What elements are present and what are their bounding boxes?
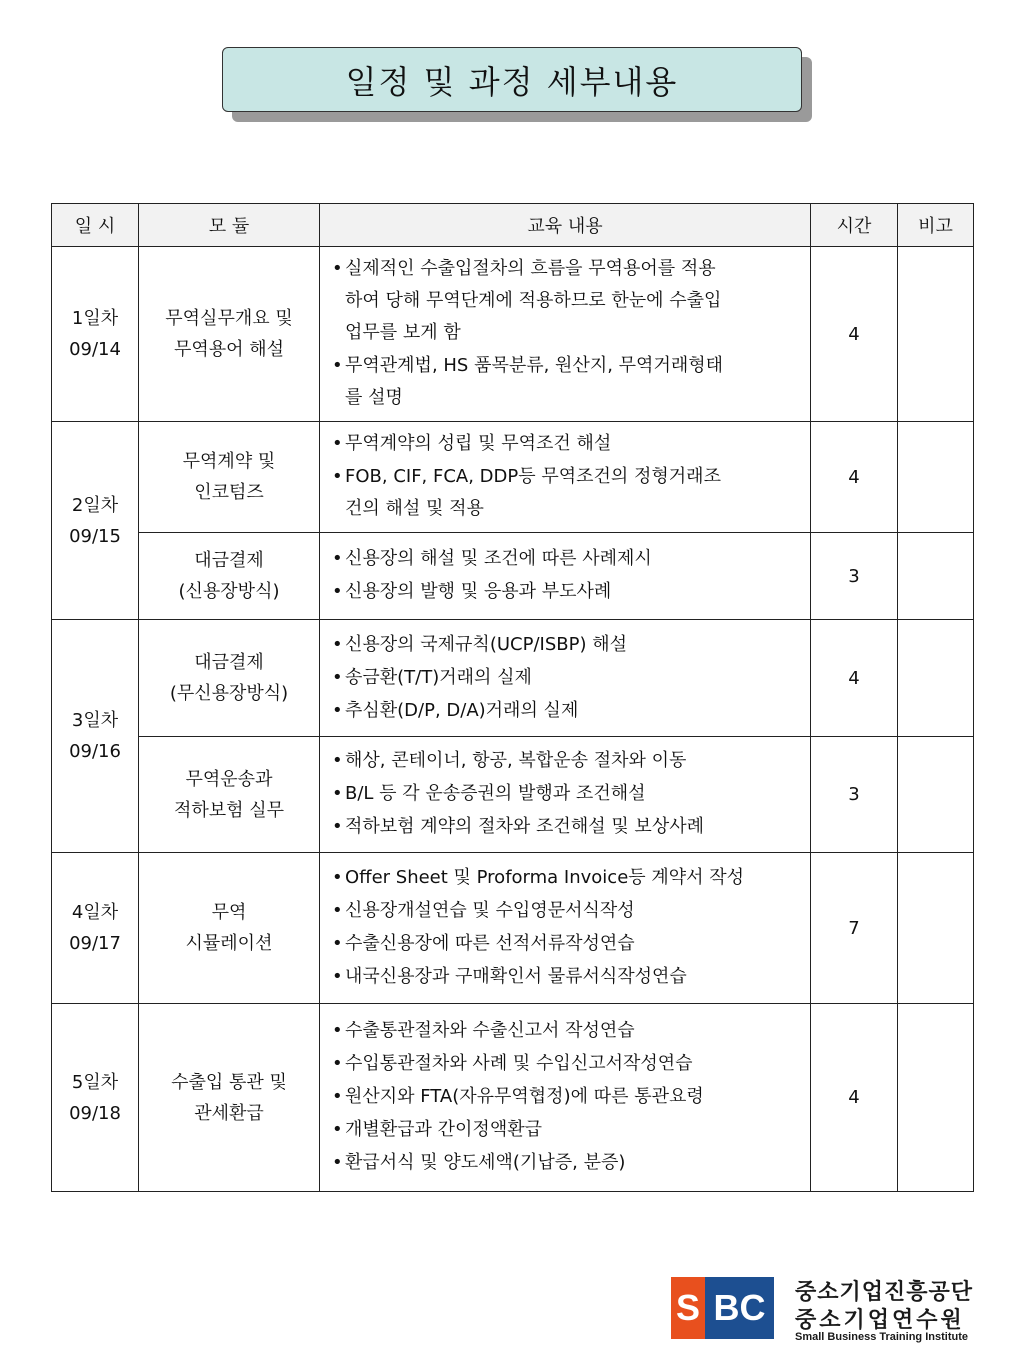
note-cell [898,247,974,422]
module-cell [139,737,320,853]
module-cell [139,620,320,737]
content-cell [320,620,811,737]
hours-cell: 3 [811,737,898,853]
header-module: 모 듈 [139,204,320,247]
content-list [330,543,800,608]
content-item [330,811,800,843]
content-line: 하여 당해 무역단계에 적용하므로 한눈에 수출입 [345,290,722,311]
content-item [330,662,800,694]
content-list [330,253,800,414]
note-cell [898,620,974,737]
module-name-line: 시뮬레이션 [185,933,273,954]
content-line: • 원산지와 FTA(자유무역협정)에 따른 통관요령 [345,1086,704,1107]
content-line: • 수출신용장에 따른 선적서류작성연습 [345,933,635,954]
content-cell [320,853,811,1004]
table-row [52,533,974,620]
date-label: 09/17 [69,933,121,954]
content-item [330,461,800,525]
date-label: 09/14 [69,339,121,360]
date-label: 09/15 [69,525,121,547]
module-cell [139,1004,320,1192]
content-cell [320,737,811,853]
content-item [330,428,800,460]
content-line: 를 설명 [345,387,403,408]
table-row [52,247,974,422]
hours-cell: 4 [811,247,898,422]
content-line: • Offer Sheet 및 Proforma Invoice등 계약서 작성 [345,867,745,888]
content-item [330,961,800,993]
table-header-row [52,204,974,247]
content-line: • 송금환(T/T)거래의 실제 [345,666,532,688]
content-line: • 추심환(D/P, D/A)거래의 실제 [345,699,579,721]
content-line: 업무를 보게 함 [345,322,461,343]
note-cell [898,853,974,1004]
content-item [330,1048,800,1080]
content-item [330,576,800,608]
module-name-line: 관세환급 [194,1102,264,1124]
content-line: • 무역관계법, HS 품목분류, 원산지, 무역거래형태 [345,355,723,376]
module-cell [139,853,320,1004]
content-line: • 환급서식 및 양도세액(기납증, 분증) [345,1152,626,1173]
day-label: 2일차 [71,494,119,516]
content-line: • 수입통관절차와 사례 및 수입신고서작성연습 [345,1053,693,1074]
content-line: • 신용장의 발행 및 응용과 부도사례 [345,581,612,602]
table-row [52,737,974,853]
hours-cell: 4 [811,620,898,737]
content-list [330,1015,800,1179]
logo-org-name: 중소기업진흥공단 [795,1280,974,1305]
content-line: • 실제적인 수출입절차의 흐름을 무역용어를 적용 [345,258,716,279]
day-label: 3일차 [71,710,119,731]
header-content: 교육 내용 [320,204,811,247]
content-item [330,745,800,777]
module-name-line: 무역운송과 [185,768,273,790]
content-line: • 신용장개설연습 및 수입영문서식작성 [345,900,635,921]
module-name-line: 대금결제 [194,652,264,673]
content-cell [320,1004,811,1192]
date-label: 09/16 [69,741,121,762]
day-label: 5일차 [71,1071,119,1093]
module-name-line: 무역용어 해설 [173,339,285,360]
table-row [52,422,974,533]
content-line: • 신용장의 국제규칙(UCP/ISBP) 해설 [345,633,627,655]
content-list [330,629,800,727]
header-hours: 시간 [811,204,898,247]
module-name-line: 무역 [211,902,247,923]
content-line: • 해상, 콘테이너, 항공, 복합운송 절차와 이동 [345,750,687,771]
day-cell [52,853,139,1004]
hours-cell: 4 [811,1004,898,1192]
content-line: • B/L 등 각 운송증권의 발행과 조건해설 [345,783,646,804]
content-cell [320,533,811,620]
content-item [330,1015,800,1047]
logo-institute-name: 중소기업연수원 [795,1308,965,1333]
content-line: • 개별환급과 간이정액환급 [345,1119,542,1140]
content-item [330,1147,800,1179]
module-name-line: 적하보험 실무 [173,799,285,821]
day-cell [52,422,139,620]
page-title: 일정 및 과정 세부내용 [222,47,802,112]
logo-mark-bc: BC [705,1277,774,1339]
content-line: 건의 해설 및 적용 [345,498,484,519]
content-line: • 적하보험 계약의 절차와 조건해설 및 보상사례 [345,816,704,837]
content-line: • 내국신용장과 구매확인서 물류서식작성연습 [345,966,687,987]
table-row [52,1004,974,1192]
content-item [330,895,800,927]
module-name-line: (신용장방식) [178,581,280,602]
content-item [330,1114,800,1146]
note-cell [898,1004,974,1192]
content-list [330,745,800,843]
hours-cell: 4 [811,422,898,533]
content-line: • FOB, CIF, FCA, DDP등 무역조건의 정형거래조 [345,466,721,487]
sbc-logo-mark [671,1277,774,1339]
day-cell [52,1004,139,1192]
note-cell [898,533,974,620]
content-item [330,862,800,894]
table-row [52,853,974,1004]
content-item [330,629,800,661]
header-date: 일 시 [52,204,139,247]
logo-english-name: Small Business Training Institute [795,1331,968,1343]
content-line: • 수출통관절차와 수출신고서 작성연습 [345,1020,635,1041]
module-cell [139,247,320,422]
content-item [330,253,800,349]
hours-cell: 3 [811,533,898,620]
hours-cell: 7 [811,853,898,1004]
content-item [330,350,800,414]
module-cell [139,533,320,620]
table-row [52,620,974,737]
date-label: 09/18 [69,1102,121,1124]
content-list [330,428,800,525]
day-label: 4일차 [71,902,119,923]
header-note: 비고 [898,204,974,247]
module-name-line: 무역실무개요 및 [165,308,293,329]
content-cell [320,422,811,533]
day-cell [52,620,139,853]
schedule-table [51,203,974,1192]
content-line: • 무역계약의 성립 및 무역조건 해설 [345,433,612,454]
day-label: 1일차 [71,308,119,329]
module-name-line: 무역계약 및 [182,451,276,472]
module-name-line: 인코텀즈 [194,482,264,503]
content-item [330,928,800,960]
module-name-line: 수출입 통관 및 [171,1071,287,1093]
note-cell [898,422,974,533]
module-name-line: (무신용장방식) [169,683,289,704]
content-item [330,1081,800,1113]
title-banner [222,47,802,112]
content-item [330,543,800,575]
content-item [330,695,800,727]
content-cell [320,247,811,422]
content-item [330,778,800,810]
note-cell [898,737,974,853]
day-cell [52,247,139,422]
content-line: • 신용장의 해설 및 조건에 따른 사례제시 [345,548,652,569]
schedule-body [52,247,974,1192]
logo-mark-s: S [671,1277,705,1339]
module-name-line: 대금결제 [194,550,264,571]
module-cell [139,422,320,533]
content-list [330,862,800,993]
sbc-logo [671,1275,974,1347]
